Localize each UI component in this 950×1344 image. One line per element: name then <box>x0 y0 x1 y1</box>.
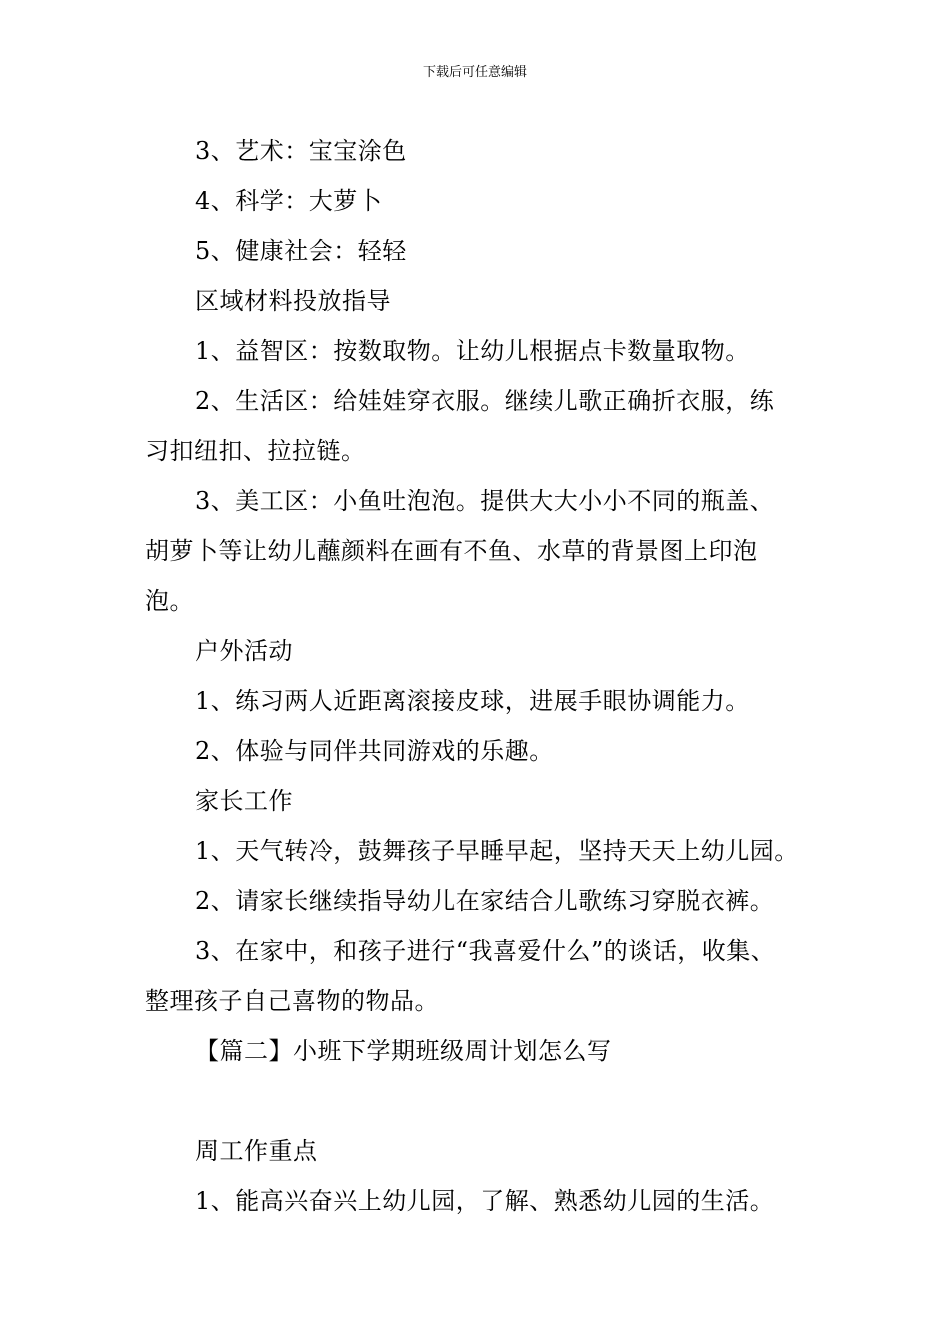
paragraph-parent-3: 3、在家中，和孩子进行“我喜爱什么”的谈话，收集、 <box>195 937 776 965</box>
paragraph-life-area: 2、生活区：给娃娃穿衣服。继续儿歌正确折衣服，练 <box>195 387 775 415</box>
paragraph-art-area-cont: 胡萝卜等让幼儿蘸颜料在画有不鱼、水草的背景图上印泡 <box>145 537 758 565</box>
paragraph-weekly-focus-1: 1、能高兴奋兴上幼儿园，了解、熟悉幼儿园的生活。 <box>195 1187 775 1215</box>
section-heading-outdoor: 户外活动 <box>195 637 293 665</box>
page-header: 下载后可任意编辑 <box>422 65 527 80</box>
paragraph-art-area-end: 泡。 <box>145 587 194 615</box>
paragraph-parent-2: 2、请家长继续指导幼儿在家结合儿歌练习穿脱衣裤。 <box>195 887 775 915</box>
paragraph-puzzle-area: 1、益智区：按数取物。让幼儿根据点卡数量取物。 <box>195 337 750 365</box>
paragraph-life-area-cont: 习扣纽扣、拉拉链。 <box>145 437 366 465</box>
document-body <box>145 126 835 1226</box>
section-heading-area-materials: 区域材料投放指导 <box>195 287 391 315</box>
section-heading-weekly-focus: 周工作重点 <box>195 1137 318 1165</box>
paragraph-art-area: 3、美工区：小鱼吐泡泡。提供大大小小不同的瓶盖、 <box>195 487 775 515</box>
blank-line <box>145 1076 835 1126</box>
paragraph-outdoor-1: 1、练习两人近距离滚接皮球，进展手眼协调能力。 <box>195 687 750 715</box>
paragraph-parent-3-cont: 整理孩子自己喜物的物品。 <box>145 987 439 1015</box>
chapter-title-part-two: 【篇二】小班下学期班级周计划怎么写 <box>195 1037 612 1065</box>
list-item-art: 3、艺术：宝宝涂色 <box>195 137 407 165</box>
list-item-science: 4、科学：大萝卜 <box>195 187 383 215</box>
list-item-health-social: 5、健康社会：轻轻 <box>195 237 407 265</box>
paragraph-outdoor-2: 2、体验与同伴共同游戏的乐趣。 <box>195 737 554 765</box>
paragraph-parent-1: 1、天气转冷，鼓舞孩子早睡早起，坚持天天上幼儿园。 <box>195 837 799 865</box>
section-heading-parent-work: 家长工作 <box>195 787 293 815</box>
